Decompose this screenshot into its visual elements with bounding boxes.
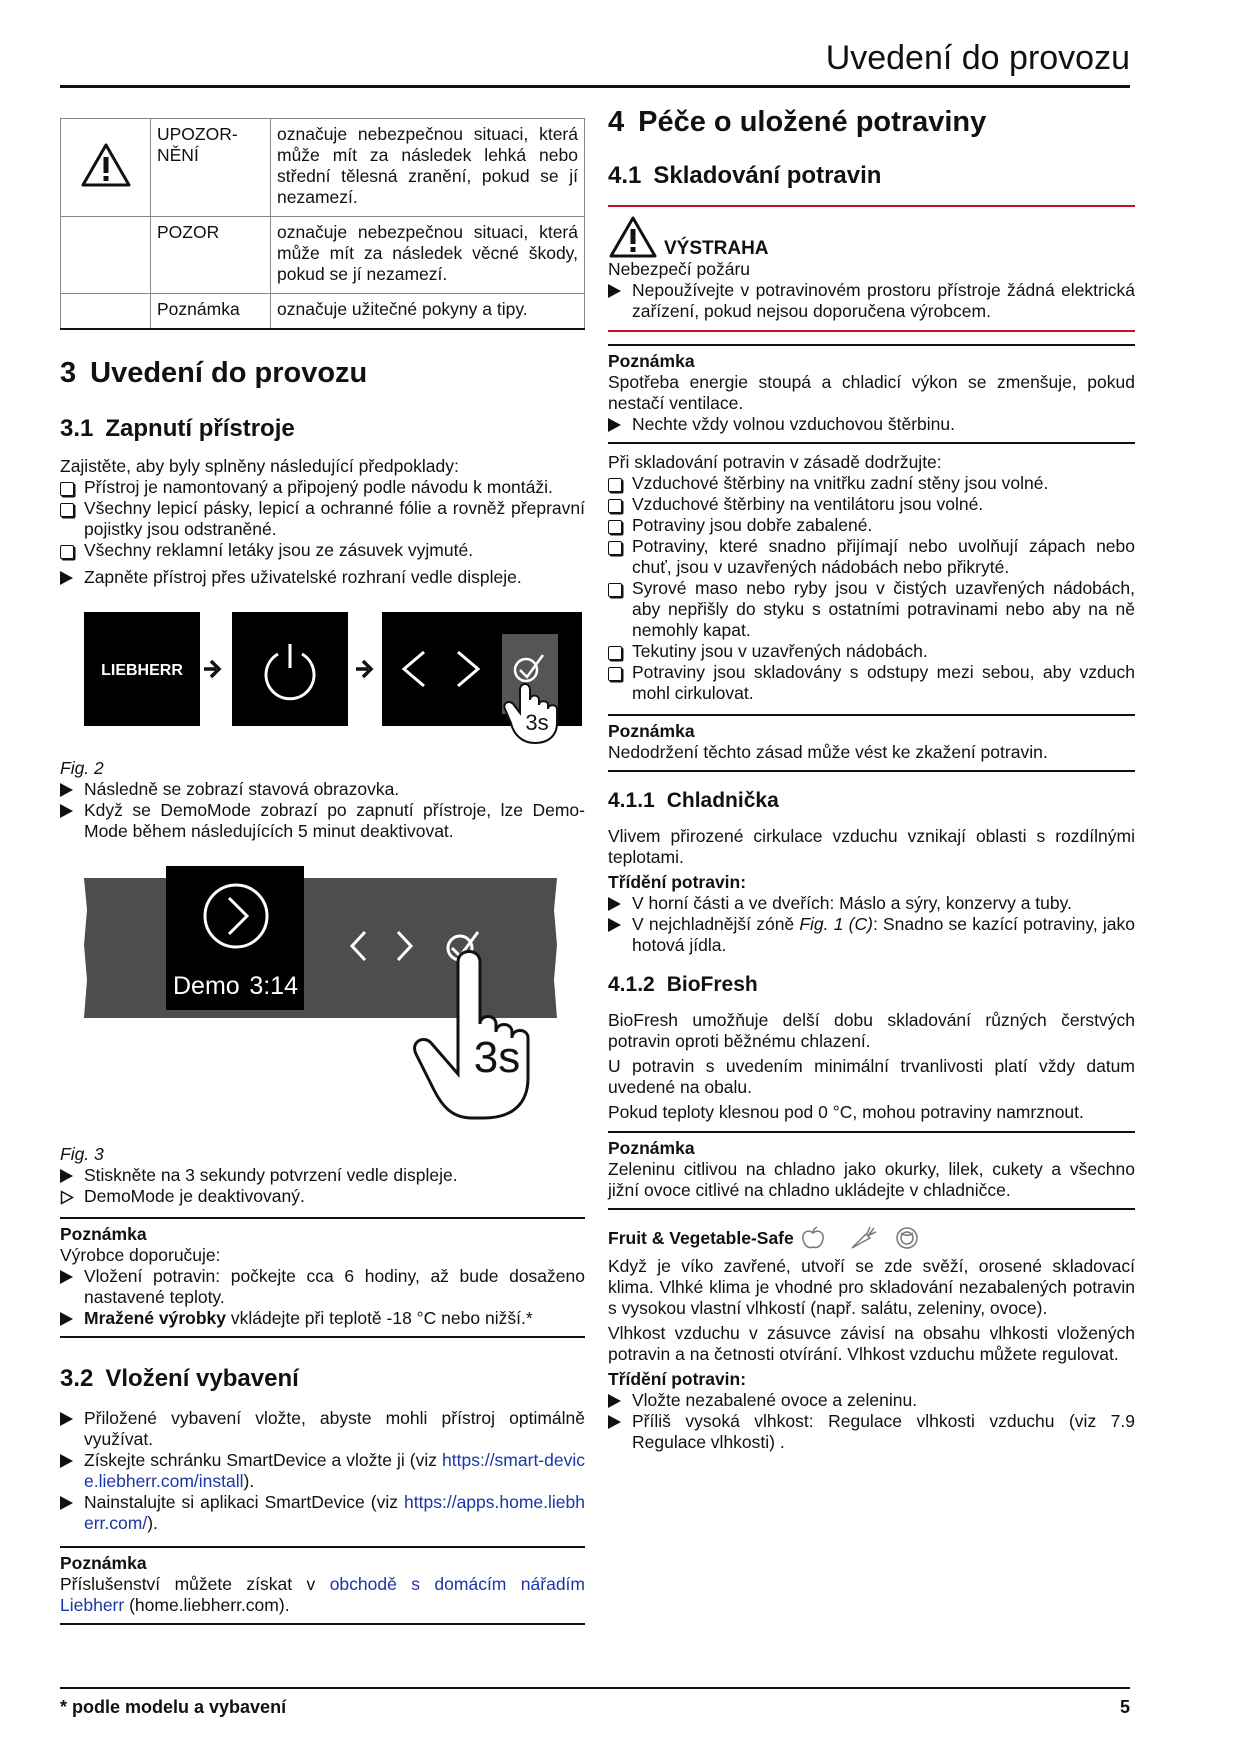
checklist-item: Syrové maso nebo ryby jsou v čistých uzavřených nádobách, aby nepřišly do styku s ostatními potravinami nebo aby na ně nemohly kapat. [608, 578, 1135, 641]
demo-countdown: 3:14 [249, 972, 298, 1000]
step-item: Zapněte přístroj přes uživatelské rozhraní vedle displeje. [60, 567, 585, 588]
note-box-vegetables [608, 1131, 1135, 1210]
step-item: Příliš vysoká vlhkost: Regulace vlhkosti vzduchu (viz 7.9 Regulace vlhkosti) . [608, 1411, 1135, 1453]
section-number: 3 [60, 357, 77, 389]
step-item: Mražené výrobky vkládejte při teplotě -18 °C nebo nižší.* [60, 1308, 585, 1329]
step-item: Když se DemoMode zobrazí po zapnutí přístroje, lze Demo-Mode během následujících 5 minut deaktivovat. [60, 800, 585, 842]
table-label-upozorneni: UPOZOR- NĚNÍ [151, 119, 271, 217]
step-item: Vložení potravin: počkejte cca 6 hodiny, až bude dosaženo nastavené teploty. [60, 1266, 585, 1308]
lettuce-icon [894, 1226, 920, 1250]
note-box-manufacturer [60, 1217, 585, 1338]
section-4-1-2-heading [608, 972, 1135, 998]
section-4-1-heading [608, 161, 1135, 191]
checkbox-icon [608, 646, 622, 660]
arrow-right-icon [204, 661, 219, 677]
step-item: Stiskněte na 3 sekundy potvrzení vedle displeje. [60, 1165, 585, 1186]
figure-2-caption: Fig. 2 [60, 758, 104, 778]
page-number: 5 [1119, 1697, 1130, 1717]
checklist-item: Potraviny, které snadno přijímají nebo uvolňují zápach nebo chuť, jsou v uzavřených nádobách nebo přikryté. [608, 536, 1135, 578]
biofresh-text-1: BioFresh umožňuje delší dobu skladování různých čerstvých potravin oproti běžnému chlazení. [608, 1010, 1135, 1051]
table-desc-poznamka: označuje užitečné pokyny a tipy. [271, 294, 585, 330]
fvs-title: Fruit & Vegetable-Safe [608, 1227, 794, 1248]
fridge-text: Vlivem přirozené cirkulace vzduchu vznikají oblasti s rozdílnými teplotami. [608, 826, 1135, 867]
checkbox-icon [608, 583, 622, 597]
checklist-item: Všechny lepicí pásky, lepicí a ochranné fólie a rovněž přepravní pojistky jsou odstraněné. [60, 498, 585, 540]
step-arrow-icon [60, 571, 73, 585]
fvs-text-1: Když je víko zavřené, utvoří se zde svěží, orosené skladovací klima. Vlhké klima je vhodné pro skladování nezabalených potravin s vysokou vlastní vlhkostí (např. salátu, zeleniny, ovoce). [608, 1256, 1135, 1318]
step-item: Přiložené vybavení vložte, abyste mohli přístroj optimálně využívat. [60, 1408, 585, 1450]
table-desc-upozorneni: označuje nebezpečnou situaci, která může mít za následek lehká nebo střední tělesná zranění, pokud se jí nezamezí. [271, 119, 585, 217]
section-title: Zapnutí přístroje [105, 415, 295, 442]
table-row [61, 294, 585, 330]
hold-3s-label: 3s [525, 710, 549, 735]
note-title: Poznámka [608, 351, 695, 371]
footer-note: * podle modelu a vybavení [60, 1697, 287, 1717]
figure-reference: Fig. 1 (C) [799, 914, 873, 934]
right-column [608, 105, 1135, 1453]
step-item: Nepoužívejte v potravinovém prostoru přístroje žádná elektrická zařízení, pokud nejsou doporučena výrobcem. [608, 280, 1135, 322]
step-arrow-icon [608, 897, 621, 911]
note-intro: Výrobce doporučuje: [60, 1245, 221, 1265]
sorting-title: Třídění potravin: [608, 872, 747, 892]
section-number: 4.1 [608, 162, 642, 189]
section-title: Chladnička [666, 789, 779, 812]
checkbox-icon [60, 482, 74, 496]
section-title: Skladování potravin [653, 162, 882, 189]
table-row [61, 119, 585, 217]
checklist-item: Vzduchové štěrbiny na ventilátoru jsou volné. [608, 494, 1135, 515]
note-text: Nedodržení těchto zásad může vést ke zkažení potravin. [608, 742, 1048, 762]
step-arrow-icon [60, 1412, 73, 1426]
frozen-goods-label: Mražené výrobky [84, 1308, 227, 1328]
section-3-2-heading [60, 1364, 585, 1394]
section-4-heading [608, 105, 1135, 139]
checklist-item: Potraviny jsou skladovány s odstupy mezi sebou, aby vzduch mohl cirkulovat. [608, 662, 1135, 704]
signal-words-table [60, 118, 585, 330]
checklist-item: Všechny reklamní letáky jsou ze zásuvek vyjmuté. [60, 540, 585, 561]
note-box-spoilage [608, 714, 1135, 772]
section-title: Vložení vybavení [105, 1365, 299, 1392]
checklist-item: Tekutiny jsou v uzavřených nádobách. [608, 641, 1135, 662]
step-arrow-icon [60, 804, 73, 818]
warning-title: VÝSTRAHA [664, 238, 769, 259]
warning-subtitle: Nebezpečí požáru [608, 259, 751, 279]
smartdevice-app-link[interactable]: https://apps.home.liebherr.com/ [84, 1492, 585, 1533]
step-item: Získejte schránku SmartDevice a vložte ji (viz https://smart-device.liebherr.com/install). [60, 1450, 585, 1492]
section-number: 4.1.2 [608, 973, 655, 996]
step-arrow-icon [60, 1496, 73, 1510]
step-arrow-icon [608, 918, 621, 932]
checkbox-icon [608, 667, 622, 681]
checklist-item: Potraviny jsou dobře zabalené. [608, 515, 1135, 536]
header-rule [60, 85, 1130, 88]
hold-3s-label: 3s [473, 1033, 521, 1082]
fruit-vegetable-safe-heading [608, 1226, 1135, 1250]
liebherr-logo: LIEBHERR [101, 662, 183, 679]
checkbox-icon [608, 520, 622, 534]
table-row [61, 217, 585, 294]
table-label-poznamka: Poznámka [151, 294, 271, 330]
demo-label: Demo [173, 972, 240, 1000]
result-item: DemoMode je deaktivovaný. [60, 1186, 585, 1207]
biofresh-text-2: U potravin s uvedením minimální trvanlivosti platí vždy datum uvedené na obalu. [608, 1056, 1135, 1097]
step-arrow-icon [60, 1454, 73, 1468]
step-arrow-icon [608, 1415, 621, 1429]
note-text: Spotřeba energie stoupá a chladicí výkon se zmenšuje, pokud nestačí ventilace. [608, 372, 1135, 413]
checkbox-icon [60, 503, 74, 517]
carrot-icon [848, 1226, 878, 1250]
section-title: Uvedení do provozu [90, 357, 368, 389]
prerequisites-intro: Zajistěte, aby byly splněny následující předpoklady: [60, 456, 459, 476]
note-title: Poznámka [60, 1224, 147, 1244]
step-arrow-icon [60, 1169, 73, 1183]
warning-triangle-icon [80, 142, 132, 188]
step-arrow-icon [608, 284, 621, 298]
checkbox-icon [608, 541, 622, 555]
figure-2-startup-sequence [60, 600, 585, 750]
checkbox-icon [608, 478, 622, 492]
step-item: Nainstalujte si aplikaci SmartDevice (viz https://apps.home.liebherr.com/). [60, 1492, 585, 1534]
step-arrow-icon [60, 1312, 73, 1326]
figure-3-demo-mode [60, 850, 585, 1140]
section-title: BioFresh [666, 973, 758, 996]
section-4-1-1-heading [608, 788, 1135, 814]
checkbox-icon [60, 545, 74, 559]
result-arrow-icon [60, 1190, 74, 1205]
checkbox-icon [608, 499, 622, 513]
note-text: Zeleninu citlivou na chladno jako okurky, lilek, cukety a všechno jižní ovoce citlivé na chladno ukládejte v chladničce. [608, 1159, 1135, 1200]
empty-cell [61, 217, 151, 294]
section-number: 4.1.1 [608, 789, 655, 812]
control-panel-bar [84, 878, 557, 1018]
section-3-heading [60, 356, 585, 390]
fire-hazard-warning [608, 205, 1135, 332]
running-header-title: Uvedení do provozu [825, 39, 1130, 77]
section-number: 3.1 [60, 415, 94, 442]
section-number: 4 [608, 106, 625, 138]
step-arrow-icon [608, 418, 621, 432]
section-title: Péče o uložené potraviny [638, 106, 987, 138]
step-item: Nechte vždy volnou vzduchovou štěrbinu. [608, 414, 1135, 435]
step-arrow-icon [608, 1394, 621, 1408]
sorting-title: Třídění potravin: [608, 1369, 747, 1389]
fvs-text-2: Vlhkost vzduchu v zásuvce závisí na obsahu vlhkosti vložených potravin a na četnosti otvírání. Vlhkost vzduchu můžete regulovat. [608, 1323, 1135, 1364]
biofresh-text-3: Pokud teploty klesnou pod 0 °C, mohou potraviny namrznout. [608, 1102, 1084, 1122]
empty-cell [61, 294, 151, 330]
table-label-pozor: POZOR [151, 217, 271, 294]
power-screen [232, 612, 348, 726]
storage-rules-intro: Při skladování potravin v zásadě dodržujte: [608, 452, 942, 472]
section-number: 3.2 [60, 1365, 94, 1392]
section-3-1-heading [60, 414, 585, 444]
smartdevice-install-link[interactable]: https://smart-device.liebherr.com/install [84, 1450, 585, 1491]
step-arrow-icon [60, 1270, 73, 1284]
footer-rule [60, 1687, 1130, 1689]
step-item: Následně se zobrazí stavová obrazovka. [60, 779, 585, 800]
warning-triangle-icon [608, 215, 658, 259]
note-title: Poznámka [60, 1553, 147, 1573]
step-item: Vložte nezabalené ovoce a zeleninu. [608, 1390, 1135, 1411]
note-title: Poznámka [608, 1138, 695, 1158]
note-box-accessories: Poznámka Příslušenství můžete získat v obchodě s domácím nářadím Liebherr (home.liebherr.com). [60, 1546, 585, 1625]
left-column [60, 118, 585, 1625]
arrow-right-icon [356, 661, 371, 677]
step-arrow-icon [60, 783, 73, 797]
step-item: V horní části a ve dveřích: Máslo a sýry, konzervy a tuby. [608, 893, 1135, 914]
checklist-item: Vzduchové štěrbiny na vnitřku zadní stěny jsou volné. [608, 473, 1135, 494]
checklist-item: Přístroj je namontovaný a připojený podle návodu k montáži. [60, 477, 585, 498]
liebherr-shop-link[interactable]: obchodě s domácím nářadím Liebherr [60, 1574, 585, 1615]
step-item: V nejchladnější zóně Fig. 1 (C): Snadno se kazící potraviny, jako hotová jídla. [608, 914, 1135, 956]
warning-icon-cell [61, 119, 151, 217]
table-desc-pozor: označuje nebezpečnou situaci, která může mít za následek věcné škody, pokud se jí nezamezí. [271, 217, 585, 294]
note-title: Poznámka [608, 721, 695, 741]
note-box-ventilation [608, 344, 1135, 444]
apple-icon [800, 1226, 826, 1250]
figure-3-caption: Fig. 3 [60, 1144, 104, 1164]
